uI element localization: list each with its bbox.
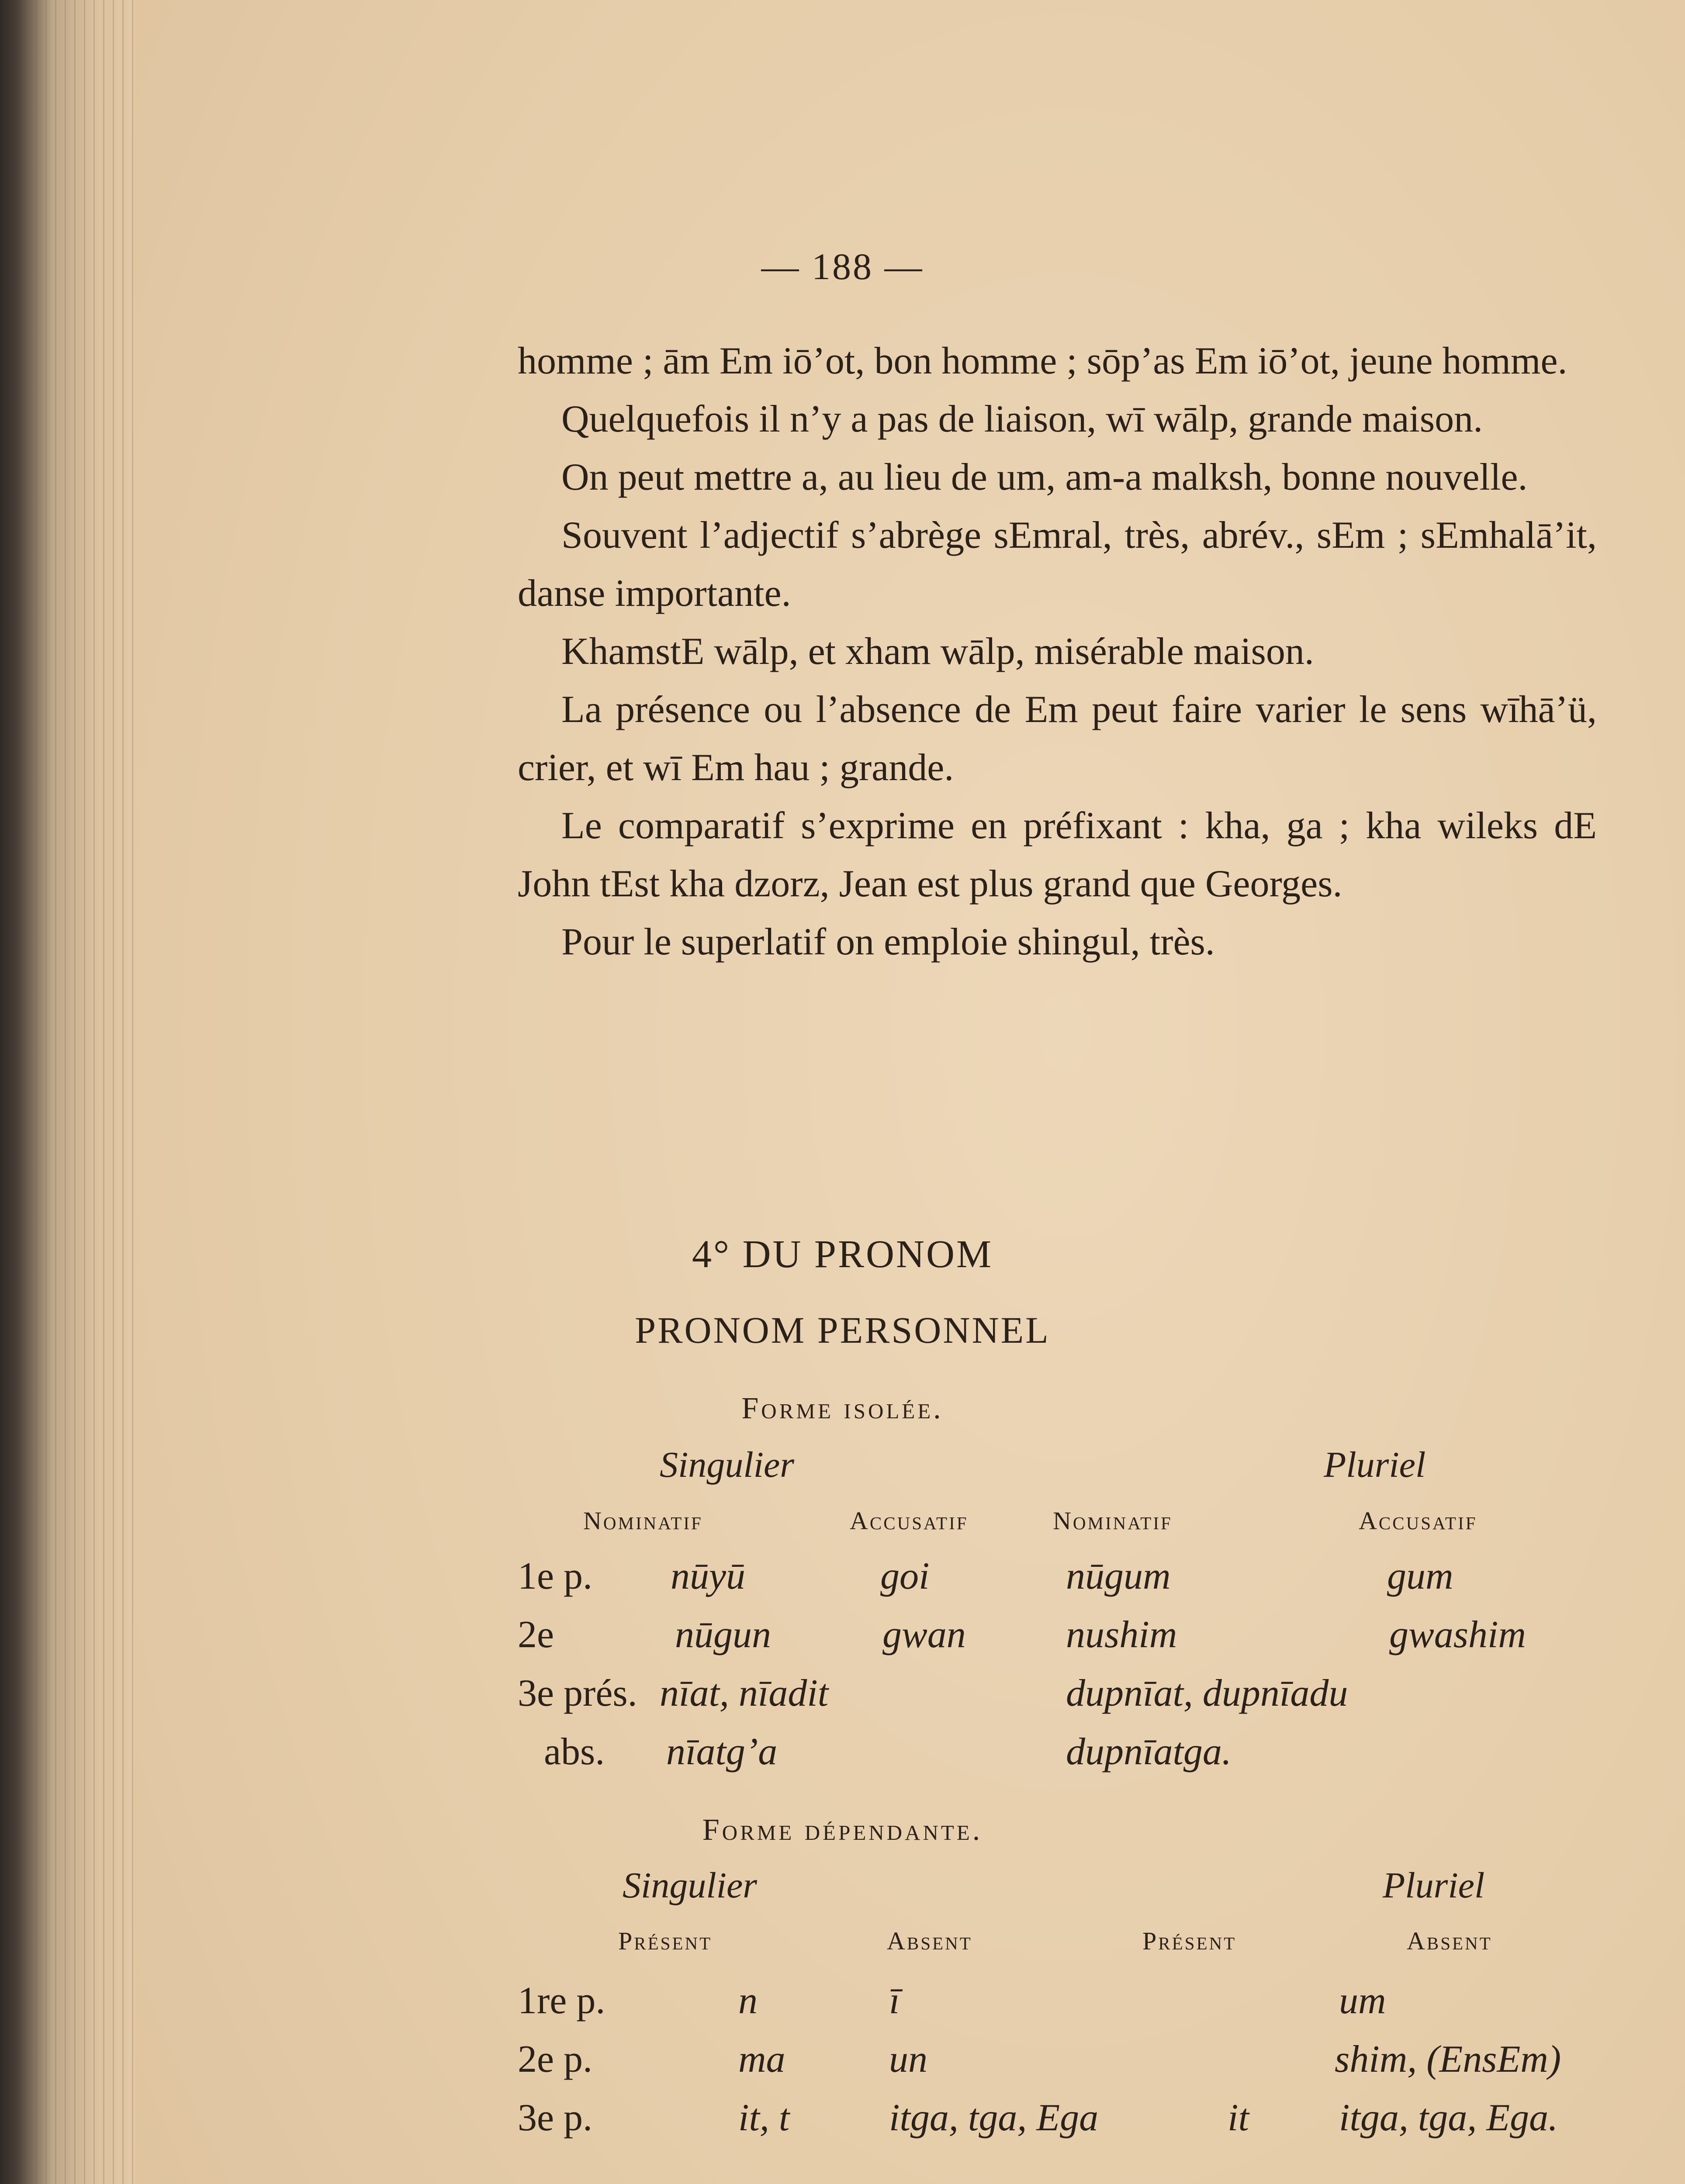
isolated-sg-acc: goi [880, 1555, 930, 1597]
isolated-pl-nom: nushim [1066, 1614, 1177, 1656]
dependent-col-label: Présent [1142, 1927, 1237, 1955]
isolated-col-label: Nominatif [583, 1507, 703, 1535]
isolated-sg-nom: nīatg’a [666, 1731, 778, 1773]
paragraph-6: La présence ou l’absence de Em peut faire varier le sens wīhā’ü, crier, et wī Em hau ; grande. [518, 688, 1597, 789]
isolated-pl-acc: gum [1387, 1555, 1453, 1597]
section-title: 4° DU PRONOM [692, 1233, 993, 1276]
isolated-row-person: 2e [518, 1614, 554, 1656]
isolated-row-person: abs. [544, 1731, 605, 1773]
dependent-sg-abs: un [889, 2038, 927, 2080]
body-text [518, 332, 1597, 971]
paper-page [135, 0, 1685, 2184]
isolated-sg-acc: gwan [882, 1614, 966, 1656]
isolated-sg-nom: nūyū [671, 1555, 746, 1597]
dependent-col-label: Absent [1407, 1927, 1492, 1955]
paragraph-2: Quelquefois il n’y a pas de liaison, wī wālp, grande maison. [561, 398, 1483, 440]
dependent-sg-abs: itga, tga, Ega [889, 2097, 1099, 2139]
dependent-col-label: Absent [887, 1927, 972, 1955]
dependent-pl-abs: shim, (EnsEm) [1335, 2038, 1561, 2080]
isolated-col-label: Accusatif [1359, 1507, 1477, 1535]
page-stack-lines [26, 0, 140, 2184]
dependent-sg-pres: ma [738, 2038, 785, 2080]
paragraph-3: On peut mettre a, au lieu de um, am-a malksh, bonne nouvelle. [561, 456, 1528, 498]
isolated-pl-nom: dupnīatga. [1066, 1731, 1232, 1773]
page-number: — 188 — [761, 245, 924, 287]
dependent-pl-pres: it [1228, 2097, 1249, 2139]
isolated-row-person: 3e prés. [518, 1672, 637, 1714]
paragraph-8: Pour le superlatif on emploie shingul, très. [561, 921, 1215, 963]
dependent-singular-label: Singulier [623, 1865, 757, 1906]
dependent-pl-abs: um [1339, 1980, 1386, 2022]
isolated-sg-nom: nūgun [675, 1614, 771, 1656]
isolated-plural-label: Pluriel [1324, 1444, 1426, 1485]
dependent-sg-pres: n [738, 1980, 758, 2022]
dependent-sg-abs: ī [889, 1980, 900, 2022]
paragraph-4: Souvent l’adjectif s’abrège sEmral, très, abrév., sEm ; sEmhalā’it, danse importante. [518, 514, 1597, 615]
dependent-row-person: 3e p. [518, 2097, 593, 2139]
isolated-form-title: Forme isolée. [741, 1392, 944, 1425]
isolated-pl-acc: gwashim [1389, 1614, 1526, 1656]
paragraph-7: Le comparatif s’exprime en préfixant : kha, ga ; kha wileks dE John tEst kha dzorz, Jean est plus grand que Georges. [518, 805, 1597, 905]
dependent-sg-pres: it, t [738, 2097, 790, 2139]
paragraph-1: homme ; ām Em iō’ot, bon homme ; sōp’as Em iō’ot, jeune homme. [518, 340, 1567, 382]
isolated-pl-nom: dupnīat, dupnīadu [1066, 1672, 1348, 1714]
paragraph-5: KhamstE wālp, et xham wālp, misérable maison. [561, 630, 1314, 673]
isolated-singular-label: Singulier [660, 1444, 794, 1485]
dependent-pl-abs: itga, tga, Ega. [1339, 2097, 1558, 2139]
dependent-plural-label: Pluriel [1383, 1865, 1485, 1906]
isolated-pl-nom: nūgum [1066, 1555, 1171, 1597]
isolated-col-label: Accusatif [850, 1507, 969, 1535]
dependent-row-person: 1re p. [518, 1980, 605, 2022]
dependent-row-person: 2e p. [518, 2038, 593, 2080]
isolated-sg-nom: nīat, nīadit [660, 1672, 829, 1714]
dependent-col-label: Présent [618, 1927, 713, 1955]
isolated-row-person: 1e p. [518, 1555, 593, 1597]
section-subtitle: PRONOM PERSONNEL [635, 1309, 1050, 1351]
isolated-col-label: Nominatif [1053, 1507, 1173, 1535]
dependent-form-title: Forme dépendante. [702, 1813, 983, 1847]
